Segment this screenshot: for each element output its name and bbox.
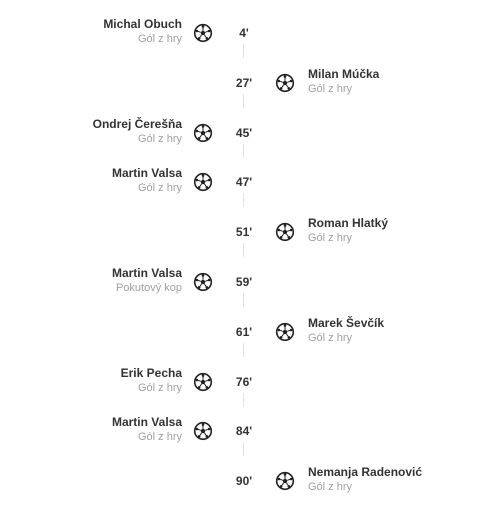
player-name[interactable]: Martin Valsa	[111, 266, 182, 280]
goal-info	[112, 166, 182, 195]
timeline-connector	[243, 293, 244, 307]
player-name[interactable]: Roman Hlatký	[308, 216, 389, 231]
soccer-ball-icon	[193, 23, 213, 43]
soccer-ball-icon	[193, 172, 213, 192]
timeline-connector	[243, 193, 244, 207]
timeline-connector	[243, 144, 244, 158]
player-name[interactable]: Ondrej Čerešňa	[92, 116, 182, 131]
goal-info	[308, 67, 379, 96]
goal-event-4	[0, 166, 500, 224]
goal-minute: 4'	[239, 26, 249, 40]
player-name[interactable]: Michal Obuch	[103, 17, 182, 31]
goal-type: Gól z hry	[137, 381, 182, 394]
goal-type: Gól z hry	[137, 33, 182, 45]
player-name[interactable]: Marek Ševčík	[308, 315, 385, 330]
soccer-ball-icon	[275, 73, 295, 93]
goal-event-5	[0, 216, 500, 274]
goal-minute: 27'	[235, 75, 253, 90]
player-name[interactable]: Erik Pecha	[120, 365, 182, 380]
goal-type: Gól z hry	[137, 431, 182, 444]
goal-info	[308, 216, 388, 245]
goal-info	[308, 316, 384, 345]
soccer-ball-icon	[275, 471, 295, 491]
goal-type: Gól z hry	[137, 132, 182, 145]
goal-info	[93, 117, 182, 146]
goal-minute: 61'	[235, 324, 253, 339]
goal-event-2	[0, 66, 500, 125]
goal-minute: 76'	[235, 374, 253, 389]
goal-event-10	[0, 465, 500, 523]
soccer-ball-icon	[193, 123, 213, 143]
goal-event-7	[0, 315, 500, 374]
soccer-ball-icon	[275, 222, 295, 242]
player-name[interactable]: Martin Valsa	[111, 166, 182, 181]
goal-info	[103, 17, 182, 46]
goal-minute: 90'	[235, 474, 253, 489]
goal-type: Gól z hry	[137, 182, 182, 195]
timeline-connector	[243, 343, 244, 357]
goal-info	[308, 465, 422, 494]
goal-event-6	[0, 266, 500, 324]
goal-type: Gól z hry	[308, 82, 353, 95]
goal-minute: 59'	[235, 275, 253, 289]
goal-minute: 47'	[235, 175, 253, 190]
goal-minute: 45'	[235, 125, 253, 140]
player-name[interactable]: Nemanja Radenović	[308, 465, 423, 480]
goal-event-3	[0, 116, 500, 175]
timeline-connector	[243, 393, 244, 407]
timeline-connector	[243, 442, 244, 456]
timeline-connector	[243, 44, 244, 58]
soccer-ball-icon	[193, 272, 213, 292]
goal-event-9	[0, 415, 500, 473]
timeline-connector	[243, 243, 244, 257]
soccer-ball-icon	[193, 372, 213, 392]
goal-type: Pokutový kop	[115, 282, 182, 294]
player-name[interactable]: Milan Múčka	[308, 66, 380, 81]
player-name[interactable]: Martin Valsa	[111, 415, 182, 430]
goal-minute: 51'	[235, 225, 253, 240]
goal-type: Gól z hry	[308, 481, 353, 494]
goal-info	[112, 266, 182, 295]
goal-event-1	[0, 17, 500, 75]
goal-info	[112, 415, 182, 444]
goal-minute: 84'	[235, 424, 253, 439]
timeline-connector	[243, 94, 244, 108]
soccer-ball-icon	[193, 421, 213, 441]
goal-type: Gól z hry	[308, 331, 353, 344]
soccer-ball-icon	[275, 322, 295, 342]
goal-type: Gól z hry	[308, 232, 353, 245]
goal-info	[121, 366, 182, 395]
goal-event-8	[0, 365, 500, 424]
